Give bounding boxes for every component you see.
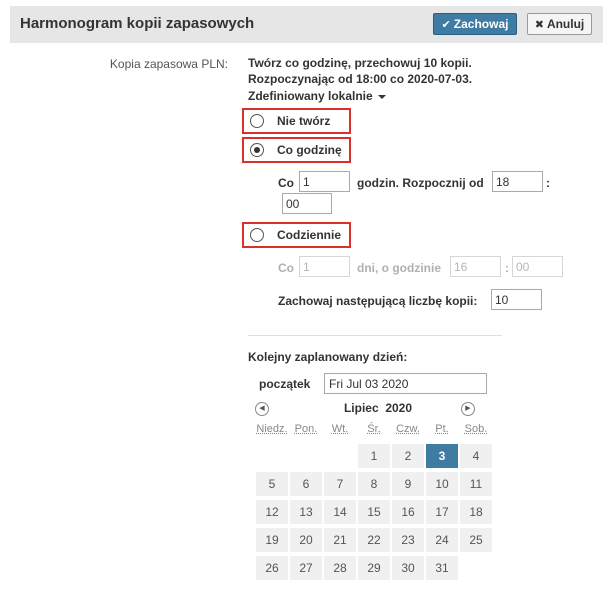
cancel-label: Anuluj [546, 17, 585, 31]
radio-option-hourly[interactable] [242, 137, 351, 163]
calendar-day[interactable]: 15 [358, 500, 390, 524]
hourly-hours-label: godzin. Rozpocznij od [357, 176, 484, 190]
caret-down-icon [378, 95, 386, 99]
calendar-day[interactable]: 19 [256, 528, 288, 552]
save-label: Zachowaj [453, 17, 509, 31]
save-button[interactable] [433, 13, 517, 35]
daily-minute-input[interactable] [512, 256, 563, 277]
calendar-day-selected[interactable]: 3 [426, 444, 458, 468]
calendar-day[interactable]: 12 [256, 500, 288, 524]
radio-option-none[interactable] [242, 108, 351, 134]
keep-copies-input[interactable] [491, 289, 542, 310]
daily-days-label: dni, o godzinie [357, 261, 441, 275]
calendar-month: Lipiec [343, 401, 379, 415]
calendar-day[interactable]: 6 [290, 472, 322, 496]
timezone-dropdown[interactable] [248, 89, 386, 103]
calendar-day[interactable]: 10 [426, 472, 458, 496]
calendar-day[interactable]: 18 [460, 500, 492, 524]
calendar-day[interactable]: 25 [460, 528, 492, 552]
hourly-every-label: Co [278, 176, 294, 190]
radio-daily[interactable] [250, 228, 264, 242]
calendar-day[interactable]: 21 [324, 528, 356, 552]
next-scheduled-label: Kolejny zaplanowany dzień: [248, 350, 408, 364]
radio-option-daily[interactable] [242, 222, 351, 248]
calendar-month-title [338, 401, 418, 415]
x-icon: ✖ [534, 18, 544, 31]
hourly-start-minute-input[interactable] [282, 193, 332, 214]
check-icon: ✔ [441, 18, 451, 31]
calendar-day[interactable]: 22 [358, 528, 390, 552]
chevron-right-icon[interactable]: ▶ [461, 402, 475, 416]
calendar-day[interactable]: 31 [426, 556, 458, 580]
start-date-input[interactable] [324, 373, 487, 394]
calendar-day[interactable]: 4 [460, 444, 492, 468]
calendar-year: 2020 [385, 401, 413, 415]
calendar-day[interactable]: 1 [358, 444, 390, 468]
hourly-interval-input[interactable] [299, 171, 350, 192]
hourly-start-hour-input[interactable] [492, 171, 543, 192]
daily-every-label: Co [278, 261, 294, 275]
daily-hour-input[interactable] [450, 256, 501, 277]
calendar-day[interactable]: 20 [290, 528, 322, 552]
calendar-day[interactable]: 26 [256, 556, 288, 580]
calendar-day[interactable]: 2 [392, 444, 424, 468]
calendar-day[interactable]: 27 [290, 556, 322, 580]
weekday-header: Sob. [464, 423, 488, 435]
radio-daily-label: Codziennie [277, 228, 342, 242]
calendar-day[interactable]: 24 [426, 528, 458, 552]
calendar-day[interactable]: 9 [392, 472, 424, 496]
cancel-button[interactable] [527, 13, 592, 35]
calendar-day[interactable]: 14 [324, 500, 356, 524]
daily-colon: : [505, 261, 509, 275]
keep-copies-label: Zachowaj następującą liczbę kopii: [278, 294, 478, 308]
calendar-day[interactable]: 8 [358, 472, 390, 496]
weekday-header: Pon. [294, 423, 318, 435]
calendar-day[interactable]: 29 [358, 556, 390, 580]
daily-interval-input[interactable] [299, 256, 350, 277]
radio-none[interactable] [250, 114, 264, 128]
backup-field-label: Kopia zapasowa PLN: [109, 57, 228, 71]
divider [248, 335, 502, 336]
calendar-day[interactable]: 11 [460, 472, 492, 496]
chevron-left-icon[interactable]: ◀ [255, 402, 269, 416]
calendar-day[interactable]: 23 [392, 528, 424, 552]
calendar-day[interactable]: 28 [324, 556, 356, 580]
calendar-day[interactable]: 13 [290, 500, 322, 524]
calendar-day[interactable]: 17 [426, 500, 458, 524]
weekday-header: Niedz. [256, 423, 288, 435]
summary-line-1: Twórz co godzinę, przechowuj 10 kopii. [248, 56, 472, 70]
schedule-summary [248, 55, 588, 87]
calendar-day[interactable]: 16 [392, 500, 424, 524]
radio-none-label: Nie twórz [277, 114, 331, 128]
start-label: początek [259, 377, 311, 391]
summary-line-2: Rozpoczynając od 18:00 co 2020-07-03. [248, 72, 473, 86]
weekday-header: Śr. [367, 423, 381, 435]
calendar-day[interactable]: 30 [392, 556, 424, 580]
dialog-header [10, 6, 603, 43]
calendar-day[interactable]: 7 [324, 472, 356, 496]
radio-hourly-label: Co godzinę [277, 143, 342, 157]
dialog-title: Harmonogram kopii zapasowych [20, 15, 255, 32]
weekday-header: Czw. [396, 423, 420, 435]
timezone-label: Zdefiniowany lokalnie [248, 89, 373, 103]
radio-hourly[interactable] [250, 143, 264, 157]
weekday-header: Pt. [435, 423, 449, 435]
weekday-header: Wt. [331, 423, 349, 435]
calendar-day[interactable]: 5 [256, 472, 288, 496]
hourly-colon: : [546, 176, 550, 190]
